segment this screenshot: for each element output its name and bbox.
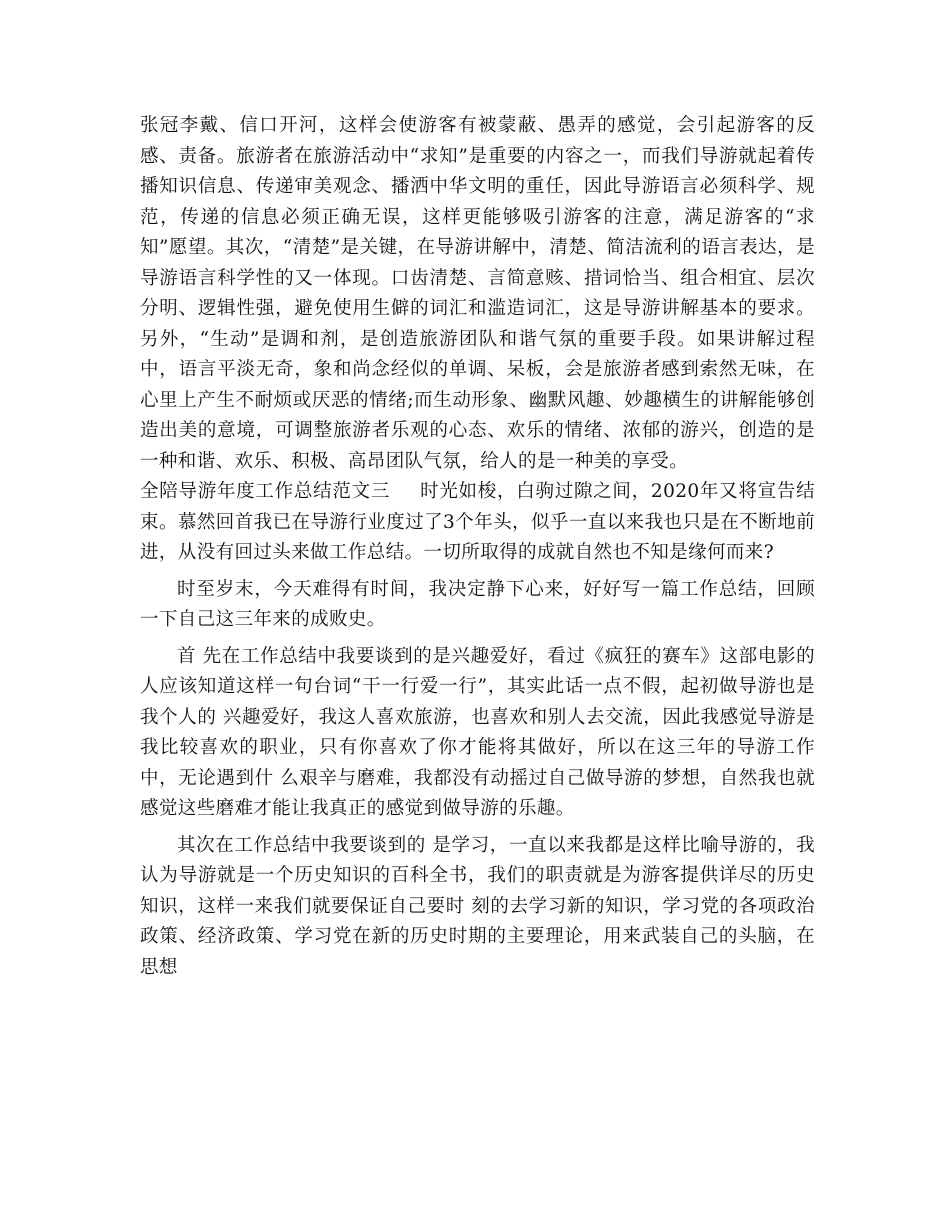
document-body: [140, 111, 815, 983]
paragraph-continued: 张冠李戴、信口开河，这样会使游客有被蒙蔽、愚弄的感觉，会引起游客的反感、责备。旅游者在旅游活动中“求知”是重要的内容之一，而我们导游就起着传播知识信息、传递审美观念、播洒中华文明的重任，因此导游语言必须科学、规范，传递的信息必须正确无误，这样更能够吸引游客的注意，满足游客的“求知”愿望。其次，“清楚”是关键，在导游讲解中，清楚、简洁流利的语言表达，是导游语言科学性的又一体现。口齿清楚、言简意赅、措词恰当、组合相宜、层次分明、逻辑性强，避免使用生僻的词汇和滥造词汇，这是导游讲解基本的要求。另外，“生动”是调和剂，是创造旅游团队和谐气氛的重要手段。如果讲解过程中，语言平淡无奇，象和尚念经似的单调、呆板，会是旅游者感到索然无味，在心里上产生不耐烦或厌恶的情绪;而生动形象、幽默风趣、妙趣横生的讲解能够创造出美的意境，可调整旅游者乐观的心态、欢乐的情绪、浓郁的游兴，创造的是一种和谐、欢乐、积极、高昂团队气氛，给人的是一种美的享受。: [140, 115, 815, 472]
paragraph: 其次在工作总结中我要谈到的 是学习，一直以来我都是这样比喻导游的，我认为导游就是一个历史知识的百科全书，我们的职责就是为游客提供详尽的历史知识，这样一来我们就要保证自己要时 刻的去学习新的知识，学习党的各项政治政策、经济政策、学习党在新的历史时期的主要理论，用来武装自己的头脑，在思想: [140, 834, 815, 978]
section-heading-line: [140, 477, 815, 569]
paragraph: 时至岁末，今天难得有时间，我决定静下心来，好好写一篇工作总结，回顾一下自己这三年来的成败史。: [140, 578, 815, 630]
section-intro: 时光如梭，白驹过隙之间，2020年又将宣告结束。慕然回首我已在导游行业度过了3个年头，似乎一直以来我也只是在不断地前进，从没有回过头来做工作总结。一切所取得的成就自然也不知是缘何而来?: [140, 481, 816, 563]
paragraph: 首 先在工作总结中我要谈到的是兴趣爱好，看过《疯狂的赛车》这部电影的人应该知道这样一句台词“干一行爱一行”，其实此话一点不假，起初做导游也是我个人的 兴趣爱好，我这人喜欢旅游，也喜欢和别人去交流，因此我感觉导游是我比较喜欢的职业，只有你喜欢了你才能将其做好，所以在这三年的导游工作中，无论遇到什 么艰辛与磨难，我都没有动摇过自己做导游的梦想，自然我也就感觉这些磨难才能让我真正的感觉到做导游的乐趣。: [140, 645, 815, 819]
section-title: 全陪导游年度工作总结范文三: [140, 481, 391, 502]
